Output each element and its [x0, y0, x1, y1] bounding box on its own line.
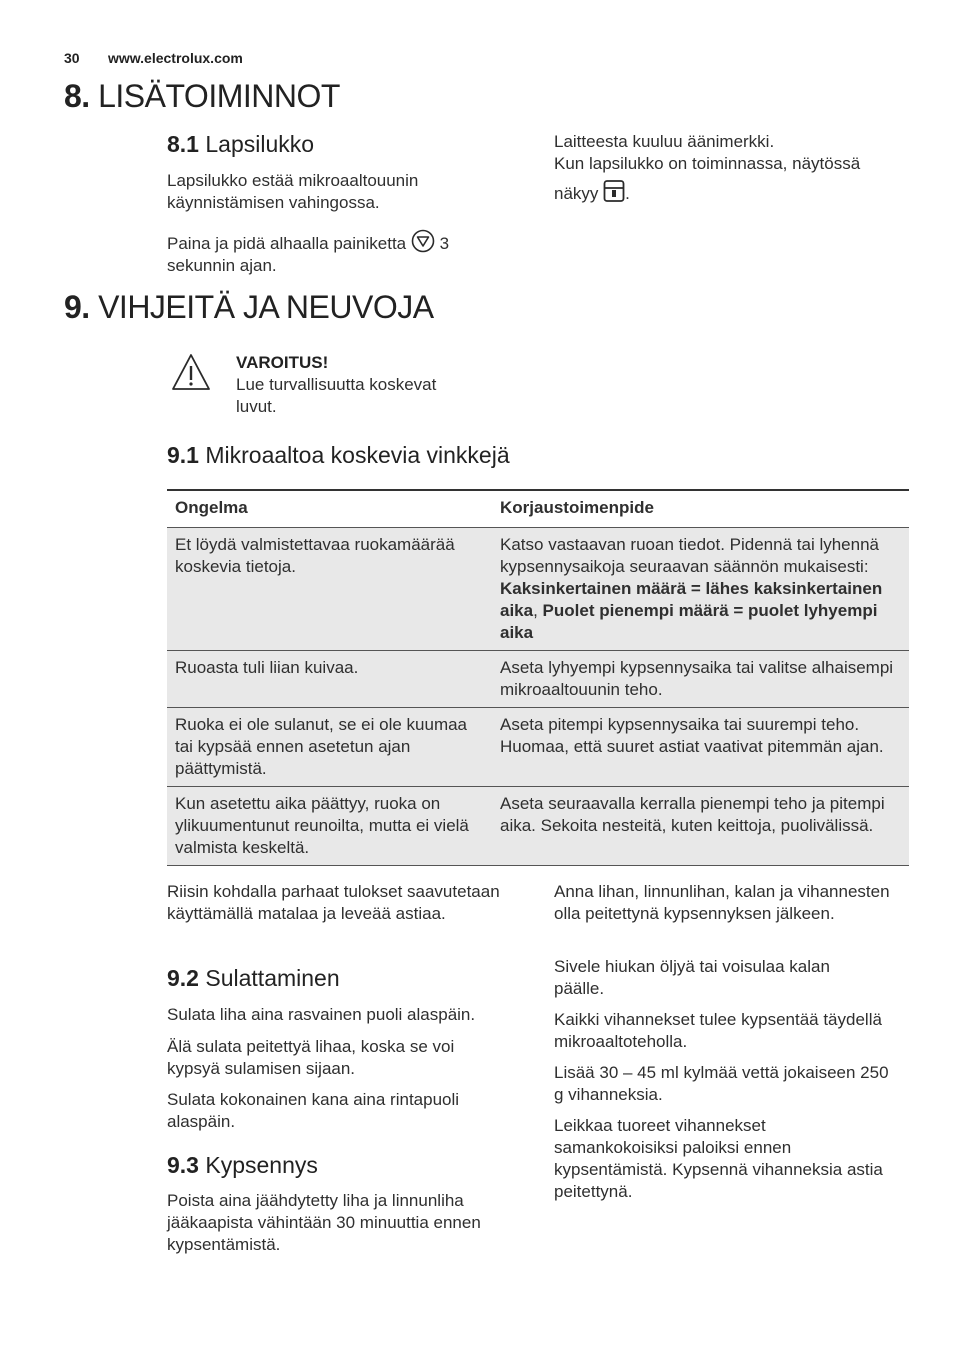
subsection-8-1-title: Lapsilukko: [205, 131, 315, 157]
table-header-row: [167, 490, 909, 528]
fix-rule-double: Kaksinkertainen määrä = lähes kaksinkertainen aika: [500, 579, 883, 620]
cooking-tip: Poista aina jäähdytetty liha ja linnunliha jääkaapista vähintään 30 minuuttia ennen kypsentämistä.: [167, 1191, 481, 1254]
microwave-tips-table: [167, 489, 909, 866]
column-header-fix: Korjaustoimenpide: [492, 490, 909, 528]
problem-cell: Ruoka ei ole sulanut, se ei ole kuumaa tai kypsää ennen asetetun ajan päättymistä.: [167, 708, 492, 787]
display-text-shown: näkyy: [554, 184, 599, 203]
child-lock-description: Lapsilukko estää mikroaaltouunin käynnistämisen vahingossa.: [167, 171, 419, 212]
warning-box: [236, 352, 496, 418]
page-number: 30: [64, 50, 80, 66]
thaw-tip: Sulata liha aina rasvainen puoli alaspäin.: [167, 1005, 476, 1024]
lock-icon: [603, 179, 625, 203]
table-row: [167, 651, 909, 708]
seconds-count: 3: [439, 234, 450, 253]
section-9-title: VIHJEITÄ JA NEUVOJA: [98, 289, 434, 325]
subsection-8-1-number: 8.1: [167, 131, 199, 157]
table-row: [167, 787, 909, 866]
fix-cell: Aseta seuraavalla kerralla pienempi teho ja pitempi aika. Sekoita nesteitä, kuten keittoja, puolivälissä.: [492, 787, 909, 866]
fix-cell: Aseta pitempi kypsennysaika tai suurempi teho. Huomaa, että suuret astiat vaativat pitemmän ajan.: [492, 708, 909, 787]
instruction-text: Paina ja pidä alhaalla painiketta: [167, 234, 407, 253]
warning-text-line1: Lue turvallisuutta koskevat: [236, 375, 437, 394]
site-url: www.electrolux.com: [108, 50, 243, 66]
column-header-problem: Ongelma: [167, 490, 492, 528]
cooking-tip: Sivele hiukan öljyä tai voisulaa kalan päälle.: [554, 957, 830, 998]
problem-cell: Et löydä valmistettavaa ruokamäärää koskevia tietoja.: [167, 528, 492, 651]
subsection-9-3-title: Kypsennys: [205, 1152, 318, 1178]
thaw-tip: Älä sulata peitettyä lihaa, koska se voi kypsyä sulamisen sijaan.: [167, 1037, 455, 1078]
subsection-9-3-number: 9.3: [167, 1152, 199, 1178]
subsection-9-1-title: Mikroaaltoa koskevia vinkkejä: [205, 442, 510, 468]
cooking-tip: Lisää 30 – 45 ml kylmää vettä jokaiseen 250 g vihanneksia.: [554, 1063, 889, 1104]
child-lock-feedback: [554, 131, 914, 205]
rice-tip: Riisin kohdalla parhaat tulokset saavutetaan käyttämällä matalaa ja leveää astiaa.: [167, 882, 500, 923]
fix-text: Katso vastaavan ruoan tiedot. Pidennä tai lyhennä kypsennysaikoja seuraavan säännön mukaisesti:: [500, 535, 879, 576]
subsection-9-2-heading: [167, 965, 340, 992]
section-8-title: LISÄTOIMINNOT: [98, 78, 340, 114]
subsection-9-3-heading: [167, 1152, 318, 1179]
instruction-text-end: sekunnin ajan.: [167, 256, 277, 275]
fix-rule-half: Puolet pienempi määrä = puolet lyhyempi aika: [500, 601, 878, 642]
thaw-tip: Sulata kokonainen kana aina rintapuoli alaspäin.: [167, 1090, 460, 1131]
cooking-tip: Kaikki vihannekset tulee kypsentää täydellä mikroaaltoteholla.: [554, 1010, 882, 1051]
start-stop-icon: [411, 229, 435, 253]
beep-text: Laitteesta kuuluu äänimerkki.: [554, 132, 775, 151]
period: .: [625, 184, 630, 203]
section-9-heading: [64, 289, 434, 326]
display-text: Kun lapsilukko on toiminnassa, näytössä: [554, 154, 861, 173]
display-text-line: [554, 179, 914, 205]
fix-cell: Aseta lyhyempi kypsennysaika tai valitse alhaisempi mikroaaltouunin teho.: [492, 651, 909, 708]
subsection-9-2-number: 9.2: [167, 965, 199, 991]
fix-separator: ,: [533, 601, 543, 620]
problem-cell: Ruoasta tuli liian kuivaa.: [167, 651, 492, 708]
table-row: [167, 708, 909, 787]
section-8-heading: [64, 78, 340, 115]
cooking-tip: Leikkaa tuoreet vihannekset samankokoisiksi paloiksi ennen kypsentämistä. Kypsennä vihanneksia astia peitettynä.: [554, 1116, 883, 1201]
warning-icon: [170, 352, 212, 392]
subsection-8-1-heading: [167, 131, 314, 158]
subsection-9-1-heading: [167, 442, 510, 469]
warning-text-line2: luvut.: [236, 397, 277, 416]
subsection-9-2-title: Sulattaminen: [205, 965, 340, 991]
subsection-9-1-number: 9.1: [167, 442, 199, 468]
warning-title: VAROITUS!: [236, 353, 329, 372]
table-row: [167, 528, 909, 651]
section-8-number: 8.: [64, 78, 90, 114]
page-header: [64, 50, 243, 66]
cooking-tip: Anna lihan, linnunlihan, kalan ja vihannesten olla peitettynä kypsennyksen jälkeen.: [554, 882, 890, 923]
fix-cell: [492, 528, 909, 651]
problem-cell: Kun asetettu aika päättyy, ruoka on ylikuumentunut reunoilta, mutta ei vielä valmista keskeltä.: [167, 787, 492, 866]
child-lock-instruction: [167, 229, 497, 277]
section-9-number: 9.: [64, 289, 90, 325]
